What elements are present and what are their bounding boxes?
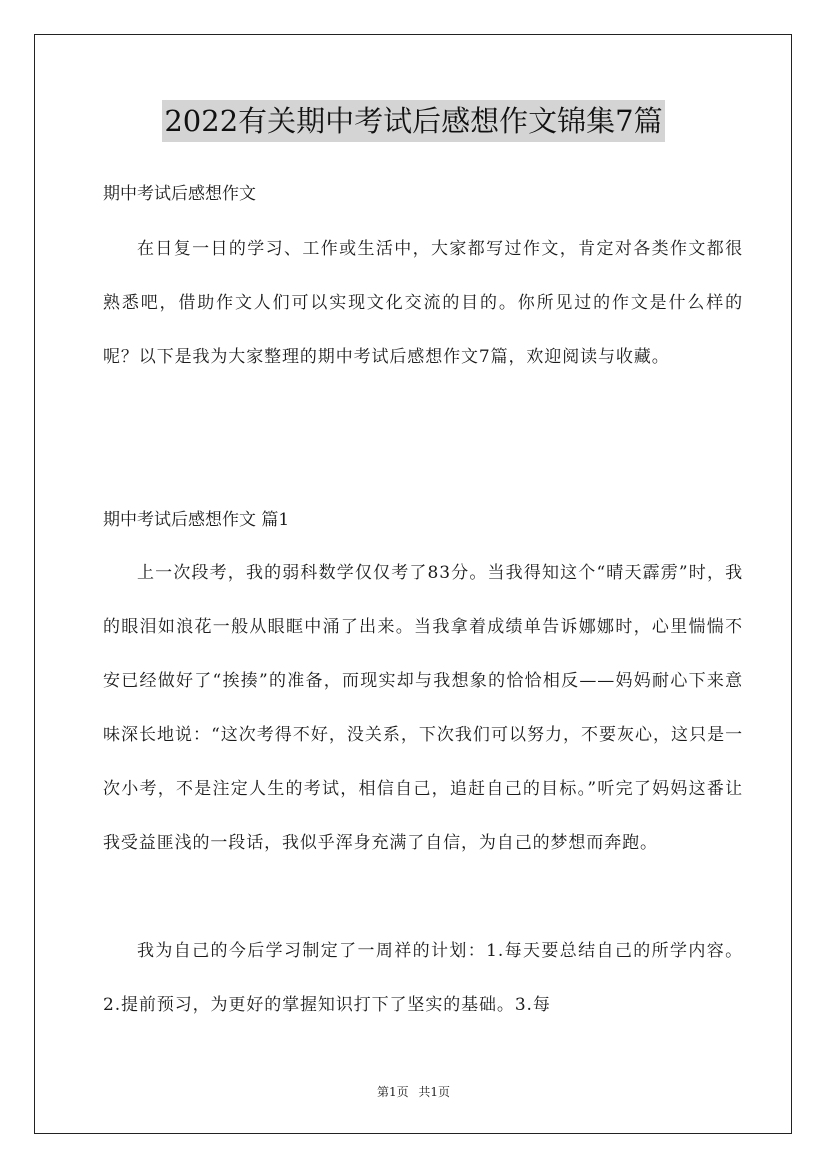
- section-1-paragraph-2: 我为自己的今后学习制定了一周祥的计划：1.每天要总结自己的所学内容。2.提前预习，为更好的掌握知识打下了坚实的基础。3.每: [103, 941, 743, 1015]
- document-title: 2022有关期中考试后感想作文锦集7篇: [162, 100, 664, 142]
- section-1-paragraph-1: 上一次段考，我的弱科数学仅仅考了83分。当我得知这个“晴天霹雳”时，我的眼泪如浪花一般从眼眶中涌了出来。当我拿着成绩单告诉娜娜时，心里惴惴不安已经做好了“挨揍”的准备，而现实却与我想象的恰恰相反——妈妈耐心下来意味深长地说：“这次考得不好，没关系，下次我们可以努力，不要灰心，这只是一次小考，不是注定人生的考试，相信自己，追赶自己的目标。”听完了妈妈这番让我受益匪浅的一段话，我似乎浑身充满了自信，为自己的梦想而奔跑。: [103, 563, 743, 853]
- title-container: [0, 100, 827, 142]
- page-total: 共1页: [418, 1085, 451, 1099]
- intro-heading: 期中考试后感想作文: [103, 184, 256, 204]
- section-1-heading: 期中考试后感想作文 篇1: [103, 510, 290, 530]
- page-footer: [0, 1084, 827, 1100]
- intro-paragraph: 在日复一日的学习、工作或生活中，大家都写过作文，肯定对各类作文都很熟悉吧，借助作文人们可以实现文化交流的目的。你所见过的作文是什么样的呢？以下是我为大家整理的期中考试后感想作文7篇，欢迎阅读与收藏。: [103, 239, 743, 367]
- page-number: 第1页: [376, 1085, 409, 1099]
